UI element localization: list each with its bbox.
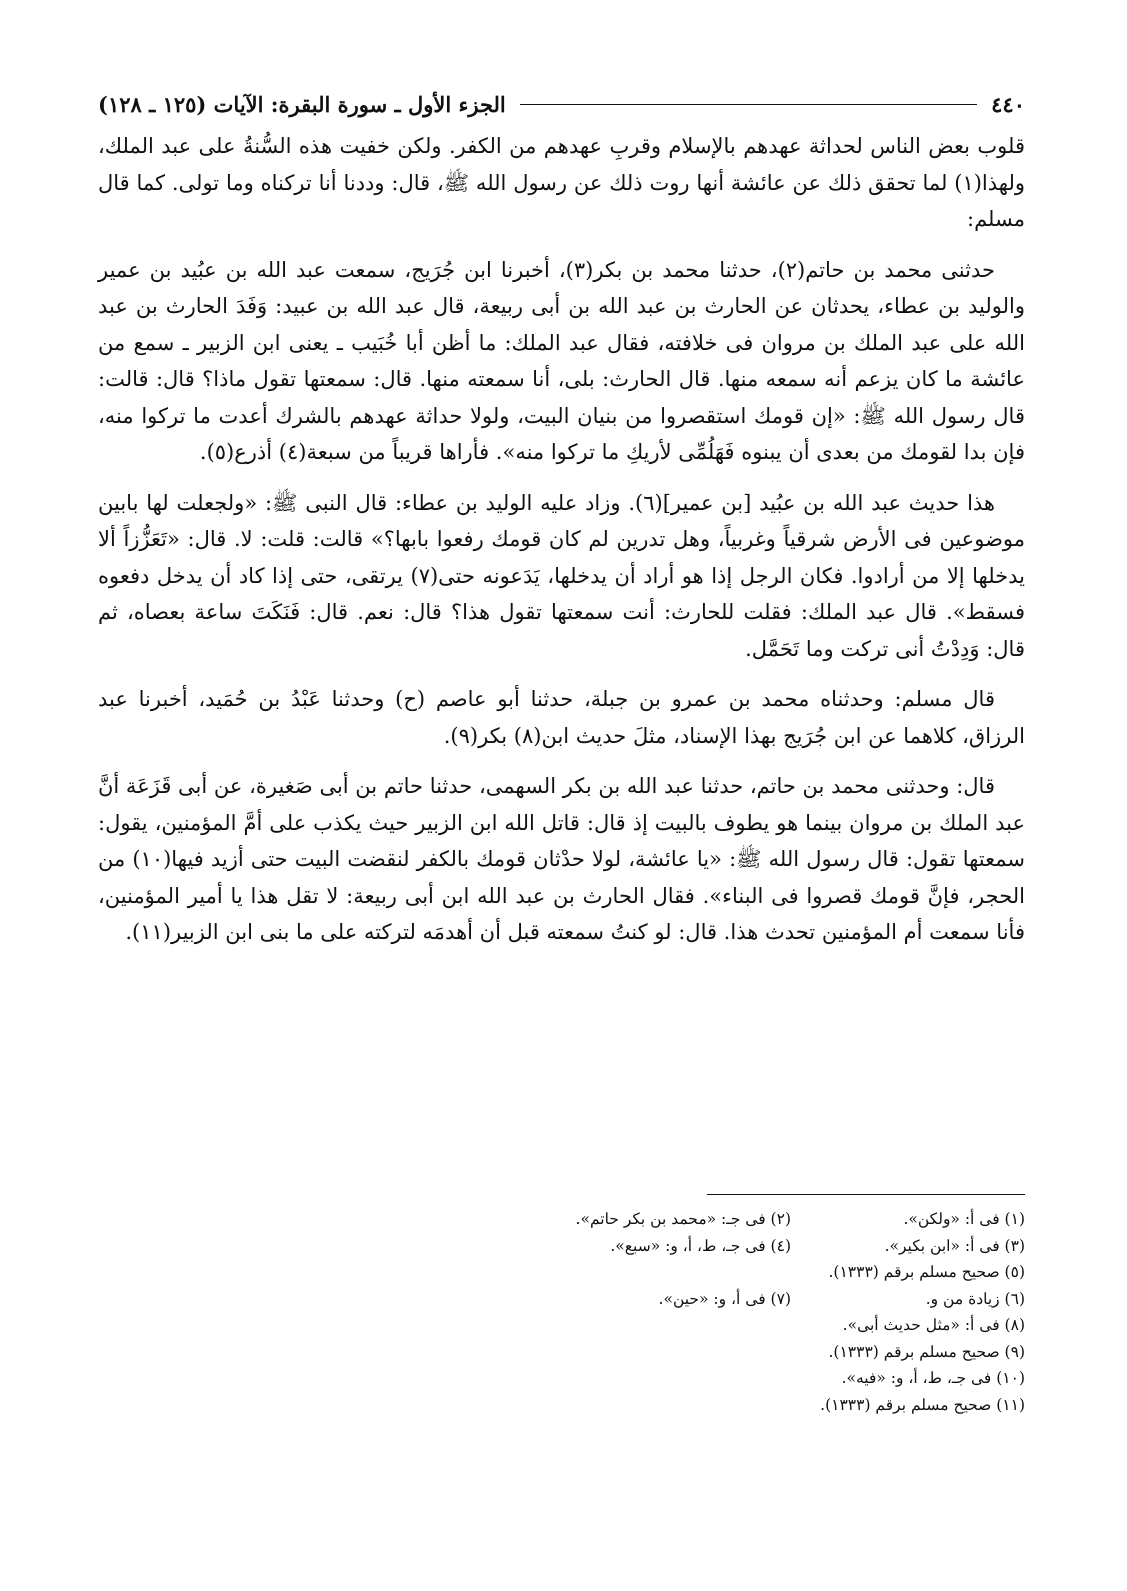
header-title: الجزء الأول ـ سورة البقرة: الآيات (١٢٥ ـ ١٢٨) (98, 91, 506, 117)
footnote-row (400, 1259, 1025, 1286)
footnote-row (400, 1312, 1025, 1339)
footnote-row (400, 1365, 1025, 1392)
footnotes (400, 1206, 1025, 1418)
footnote: (١) فى أ: «ولكن». (903, 1210, 1025, 1228)
footnote-row (400, 1233, 1025, 1260)
footnote: (٦) زيادة من و. (925, 1289, 1025, 1308)
footnote: (١٠) فى جـ، ط، أ، و: «فيه». (841, 1369, 1025, 1387)
footnote-divider (707, 1194, 1025, 1195)
footnote: (٩) صحيح مسلم برقم (١٣٣٣). (828, 1342, 1025, 1361)
running-header (98, 86, 1025, 122)
footnote: (٧) فى أ، و: «حين». (658, 1289, 791, 1308)
footnote-row (400, 1286, 1025, 1313)
footnote-row (400, 1392, 1025, 1419)
footnote: (٢) فى جـ: «محمد بن بكر حاتم». (575, 1210, 791, 1228)
footnote-row (400, 1339, 1025, 1366)
footnote: (٨) فى أ: «مثل حديث أبى». (842, 1316, 1025, 1334)
footnote-row (400, 1206, 1025, 1233)
main-text (98, 128, 1025, 965)
header-rule (520, 104, 977, 105)
paragraph: هذا حديث عبد الله بن عبُيد [بن عمير](٦). وزاد عليه الوليد بن عطاء: قال النبى ﷺ: «ولجعلت لها بابين موضوعين فى الأرض شرقياً وغربياً، وهل تدرين لم كان قومك رفعوا بابها؟» قالت: قلت: لا. قال: «تَعَزُّزاً ألا يدخلها إلا من أرادوا. فكان الرجل إذا هو أراد أن يدخلها، يَدَعونه حتى(٧) يرتقى، حتى إذا كاد أن يدخل دفعوه فسقط». قال عبد الملك: فقلت للحارث: أنت سمعتها تقول هذا؟ قال: نعم. قال: فَنَكَتَ ساعة بعصاه، ثم قال: وَدِدْتُ أنى تركت وما تَحَمَّل. (98, 490, 1026, 661)
footnote: (٣) فى أ: «ابن بكير». (884, 1236, 1025, 1255)
footnote: (١١) صحيح مسلم برقم (١٣٣٣). (820, 1395, 1025, 1414)
paragraph: حدثنى محمد بن حاتم(٢)، حدثنا محمد بن بكر(٣)، أخبرنا ابن جُرَيج، سمعت عبد الله بن عبُيد بن عمير والوليد بن عطاء، يحدثان عن الحارث بن عبد الله بن أبى ربيعة، قال عبد الله بن عبيد: وَفَدَ الحارث بن عبد الله على عبد الملك بن مروان فى خلافته، فقال عبد الملك: ما أظن أبا خُبَيب ـ يعنى ابن الزبير ـ سمع من عائشة ما كان يزعم أنه سمعه منها. قال الحارث: بلى، أنا سمعته منها. قال: سمعتها تقول ماذا؟ قال: قالت: قال رسول الله ﷺ: «إن قومك استقصروا من بنيان البيت، ولولا حداثة عهدهم بالشرك أعدت ما تركوا منه، فإن بدا لقومك من بعدى أن يبنوه فَهَلُمِّى لأريكِ ما تركوا منه». فأراها قريباً من سبعة(٤) أذرع(٥). (98, 257, 1025, 464)
paragraph: قلوب بعض الناس لحداثة عهدهم بالإسلام وقربِ عهدهم من الكفر. ولكن خفيت هذه السُّنةُ على عبد الملك، ولهذا(١) لما تحقق ذلك عن عائشة أنها روت ذلك عن رسول الله ﷺ، قال: وددنا أنا تركناه وما تولى. كما قال مسلم: (98, 134, 1025, 231)
footnote: (٥) صحيح مسلم برقم (١٣٣٣). (828, 1263, 1025, 1281)
paragraph: قال مسلم: وحدثناه محمد بن عمرو بن جبلة، حدثنا أبو عاصم (ح) وحدثنا عَبْدُ بن حُمَيد، أخبرنا عبد الرزاق، كلاهما عن ابن جُرَيج بهذا الإسناد، مثلَ حديث ابن(٨) بكر(٩). (98, 687, 1025, 748)
footnote: (٤) فى جـ، ط، أ، و: «سبع». (610, 1236, 791, 1255)
paragraph: قال: وحدثنى محمد بن حاتم، حدثنا عبد الله بن بكر السهمى، حدثنا حاتم بن أبى صَغيرة، عن أبى قَزَعَة أنَّ عبد الملك بن مروان بينما هو يطوف بالبيت إذ قال: قاتل الله ابن الزبير حيث يكذب على أمَّ المؤمنين، يقول: سمعتها تقول: قال رسول الله ﷺ: «يا عائشة، لولا حدْثان قومك بالكفر لنقضت البيت حتى أزيد فيها(١٠) من الحجر، فإنَّ قومك قصروا فى البناء». فقال الحارث بن عبد الله ابن أبى ربيعة: لا تقل هذا يا أمير المؤمنين، فأنا سمعت أم المؤمنين تحدث هذا. قال: لو كنتُ سمعته قبل أن أهدمَه لتركته على ما بنى ابن الزبير(١١). (98, 774, 1025, 944)
page-number: ٤٤٠ (991, 91, 1025, 117)
